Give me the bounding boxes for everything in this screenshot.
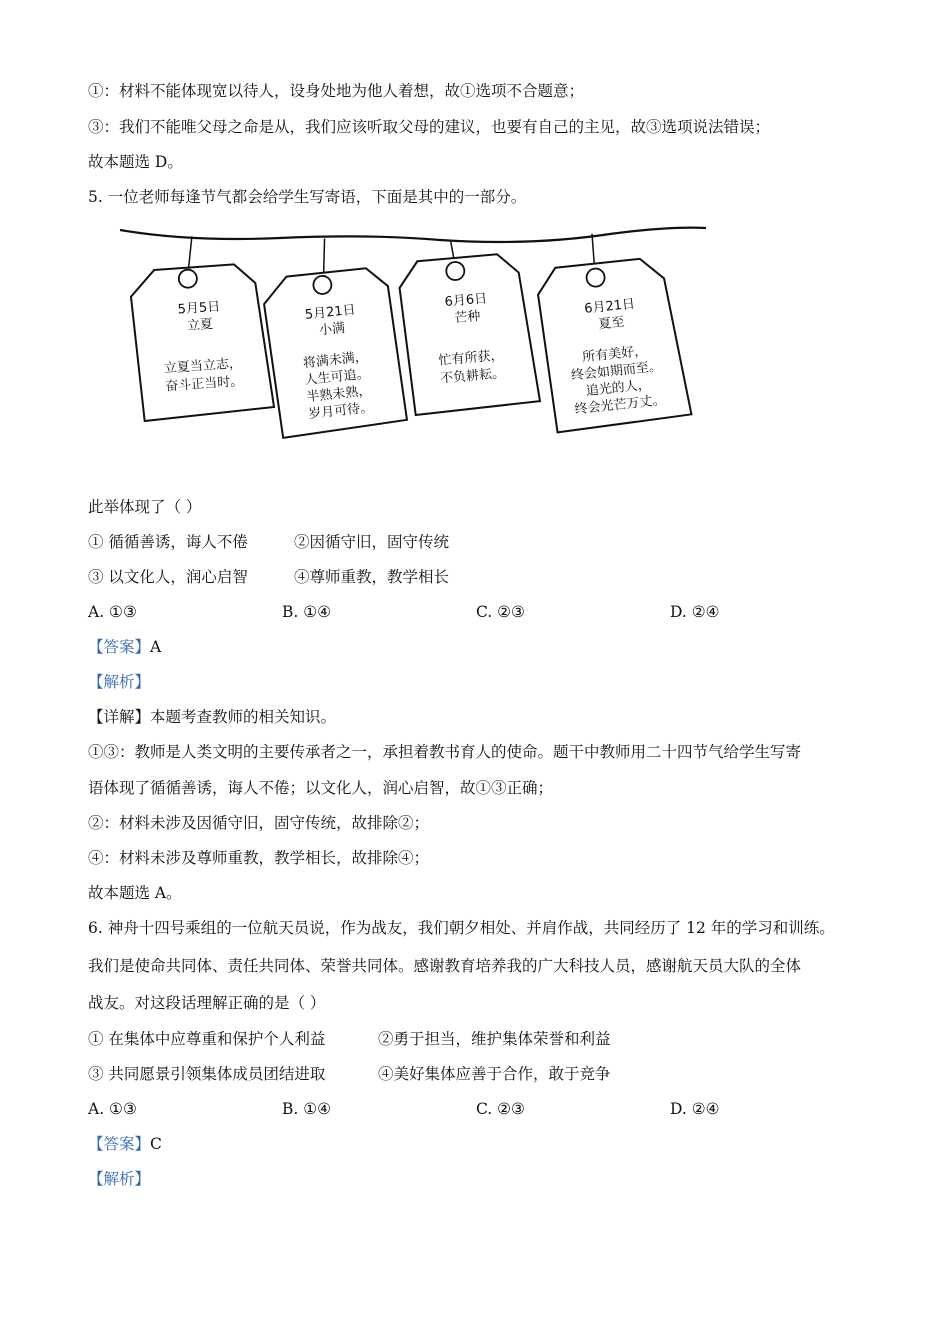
q6-answer bbox=[88, 1134, 162, 1154]
tag-term: 芒种 bbox=[453, 309, 482, 327]
question-5-stem: 5. 一位老师每逢节气都会给学生写寄语，下面是其中的一部分。 bbox=[88, 188, 527, 206]
answer-value: C bbox=[150, 1135, 162, 1153]
tag-term: 立夏 bbox=[186, 317, 214, 334]
q5-explanation-2: ②：材料未涉及因循守旧，固守传统，故排除②； bbox=[88, 814, 430, 832]
detail-text: 本题考查教师的相关知识。 bbox=[150, 708, 337, 726]
q5-option-c: C. ②③ bbox=[476, 603, 525, 621]
explanation-line-1: ①：材料不能体现宽以待人，设身处地为他人着想，故①选项不合题意； bbox=[88, 82, 585, 100]
q5-prompt: 此举体现了（ ） bbox=[88, 498, 202, 516]
tag-line: 所有美好， bbox=[581, 343, 648, 366]
q6-stem-line-2: 我们是使命共同体、责任共同体、荣誉共同体。感谢教育培养我的广大科技人员，感谢航天员大队的全体 bbox=[88, 957, 802, 975]
tag-xiazhi bbox=[532, 225, 692, 433]
q6-analysis-label: 【解析】 bbox=[88, 1170, 151, 1188]
answer-label: 【答案】 bbox=[88, 1135, 151, 1153]
q6-statement-2: ②勇于担当，维护集体荣誉和利益 bbox=[378, 1030, 611, 1048]
tag-term: 小满 bbox=[318, 320, 346, 339]
q6-option-a: A. ①③ bbox=[88, 1100, 137, 1118]
q6-statement-4: ④美好集体应善于合作，敢于竞争 bbox=[378, 1065, 611, 1083]
tag-hole bbox=[313, 275, 333, 295]
tag-line: 人生可追。 bbox=[304, 366, 371, 389]
tag-line: 终会光芒万丈。 bbox=[574, 393, 667, 418]
q5-statement-4: ④尊师重教，教学相长 bbox=[294, 568, 450, 586]
q6-statement-3: ③ 共同愿景引领集体成员团结进取 bbox=[88, 1065, 326, 1083]
solar-term-tags-illustration bbox=[110, 212, 720, 452]
q6-option-d: D. ②④ bbox=[670, 1100, 720, 1118]
q5-option-d: D. ②④ bbox=[670, 603, 720, 621]
tag-line: 半熟未熟， bbox=[305, 383, 373, 406]
q5-answer bbox=[88, 637, 161, 657]
tag-line: 追光的人， bbox=[585, 377, 652, 400]
tag-term: 夏至 bbox=[597, 314, 626, 333]
answer-label: 【答案】 bbox=[88, 638, 151, 656]
detail-label: 【详解】 bbox=[88, 708, 151, 726]
q5-option-b: B. ①④ bbox=[282, 603, 332, 621]
q5-explanation-1b: 语体现了循循善诱，诲人不倦；以文化人，润心启智，故①③正确； bbox=[88, 779, 554, 797]
tag-hole bbox=[446, 261, 466, 281]
conclusion-line: 故本题选 D。 bbox=[88, 153, 183, 171]
q5-explanation-3: ④：材料未涉及尊师重教，教学相长，故排除④； bbox=[88, 849, 430, 867]
tag-date: 5月21日 bbox=[304, 302, 357, 323]
q5-statement-3: ③ 以文化人，润心启智 bbox=[88, 568, 248, 586]
q5-statement-1: ① 循循善诱，诲人不倦 bbox=[88, 533, 248, 551]
q5-statement-2: ②因循守旧，固守传统 bbox=[294, 533, 450, 551]
tag-mangzhong bbox=[396, 235, 540, 416]
tag-line: 将满未满， bbox=[302, 349, 369, 372]
tag-line: 不负耕耘。 bbox=[439, 366, 506, 387]
tag-date: 6月6日 bbox=[444, 291, 488, 311]
q6-stem-line-3: 战友。对这段话理解正确的是（ ） bbox=[88, 994, 326, 1012]
tag-line: 奋斗正当时。 bbox=[164, 374, 244, 395]
tag-hole bbox=[178, 269, 197, 288]
q5-analysis-label: 【解析】 bbox=[88, 673, 151, 691]
q5-conclusion: 故本题选 A。 bbox=[88, 884, 182, 902]
tag-line: 忙有所获， bbox=[437, 348, 505, 369]
tag-hole bbox=[586, 268, 606, 288]
tag-date: 5月5日 bbox=[177, 299, 221, 318]
q5-explanation-1a: ①③：教师是人类文明的主要传承者之一，承担着教书育人的使命。题干中教师用二十四节气给学生写寄 bbox=[88, 743, 802, 761]
q6-option-b: B. ①④ bbox=[282, 1100, 332, 1118]
q5-detail bbox=[88, 707, 336, 727]
tag-date: 6月21日 bbox=[583, 296, 636, 317]
explanation-line-2: ③：我们不能唯父母之命是从，我们应该听取父母的建议，也要有自己的主见，故③选项说法错误； bbox=[88, 118, 771, 136]
tag-lixia bbox=[127, 231, 274, 421]
q6-statement-1: ① 在集体中应尊重和保护个人利益 bbox=[88, 1030, 326, 1048]
answer-value: A bbox=[150, 638, 162, 656]
q6-stem-line-1: 6. 神舟十四号乘组的一位航天员说，作为战友，我们朝夕相处、并肩作战，共同经历了 12 年的学习和训练。 bbox=[88, 919, 835, 937]
q6-option-c: C. ②③ bbox=[476, 1100, 525, 1118]
tag-xiaoman bbox=[258, 232, 408, 439]
tag-line: 岁月可待。 bbox=[307, 400, 374, 423]
tag-line: 立夏当立志， bbox=[163, 356, 243, 377]
q5-option-a: A. ①③ bbox=[88, 603, 137, 621]
tag-line: 终会如期而至。 bbox=[570, 359, 663, 384]
string-line bbox=[120, 228, 706, 242]
